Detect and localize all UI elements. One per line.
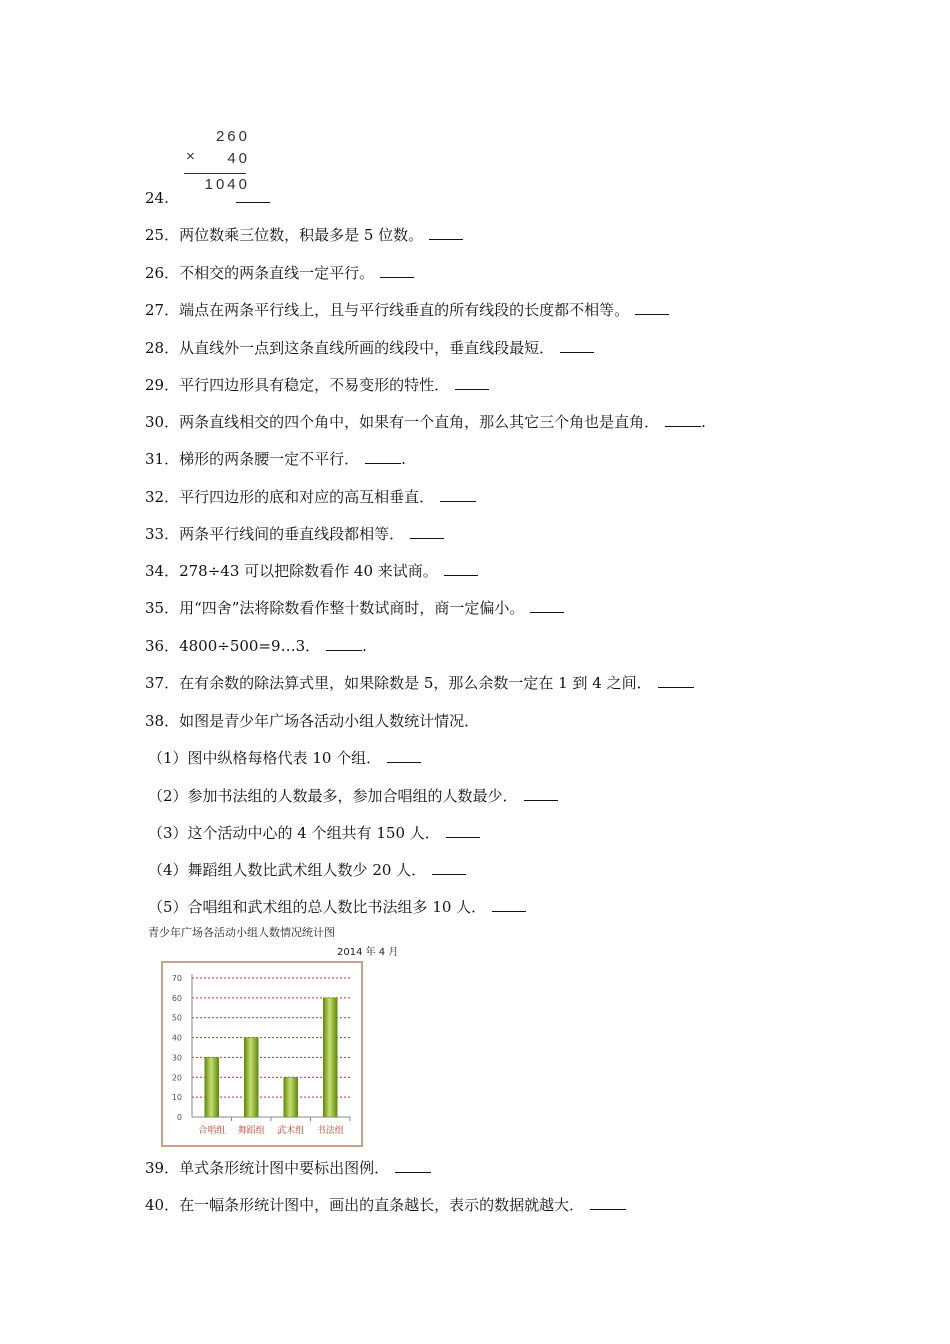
question-line <box>145 300 669 320</box>
answer-blank[interactable] <box>590 1195 626 1210</box>
question-line <box>148 748 421 768</box>
vertical-multiplication <box>180 126 250 193</box>
question-text: （5）合唱组和武术组的总人数比书法组多 10 人． <box>148 898 487 916</box>
question-number: 33． <box>145 525 180 543</box>
answer-blank[interactable] <box>432 860 466 875</box>
bar-书法组 <box>323 998 337 1117</box>
question-number: 40． <box>145 1196 180 1214</box>
x-tick-label: 武术组 <box>277 1126 305 1136</box>
question-number: 29． <box>145 376 180 394</box>
question-line <box>145 636 367 656</box>
question-text: （3）这个活动中心的 4 个组共有 150 人． <box>148 824 440 842</box>
answer-blank[interactable] <box>635 300 669 315</box>
question-text: （1）图中纵格每格代表 10 个组． <box>148 749 382 767</box>
y-tick-label: 30 <box>171 1053 182 1063</box>
question-line <box>145 673 694 693</box>
question-line <box>145 487 476 507</box>
question-number: 37． <box>145 674 180 692</box>
trailing-period: . <box>701 413 706 431</box>
question-text: 在有余数的除法算式里，如果除数是 5，那么余数一定在 1 到 4 之间． <box>179 674 652 692</box>
question-number: 36． <box>145 637 180 655</box>
question-text: 单式条形统计图中要标出图例． <box>179 1159 390 1177</box>
question-number: 39． <box>145 1159 180 1177</box>
question-line <box>145 225 463 245</box>
bar-合唱组 <box>205 1057 219 1117</box>
answer-blank[interactable] <box>444 561 478 576</box>
bar-chart <box>160 960 365 1150</box>
question-number: 28． <box>145 339 180 357</box>
y-tick-label: 0 <box>176 1113 182 1122</box>
multiplicand: 260 <box>215 128 250 145</box>
answer-blank[interactable] <box>380 263 414 278</box>
calc-rule <box>184 173 246 174</box>
question-text: 梯形的两条腰一定不平行． <box>179 450 360 468</box>
answer-blank[interactable] <box>387 748 421 763</box>
answer-blank[interactable] <box>440 487 476 502</box>
x-tick-label: 舞蹈组 <box>237 1126 265 1136</box>
answer-blank[interactable] <box>326 636 362 651</box>
question-number: 25． <box>145 226 180 244</box>
answer-blank[interactable] <box>429 225 463 240</box>
question-text: 平行四边形的底和对应的高互相垂直． <box>179 488 435 506</box>
product: 1040 <box>204 176 250 193</box>
x-tick-label: 合唱组 <box>198 1126 226 1136</box>
question-text: 278÷43 可以把除数看作 40 来试商。 <box>179 562 438 580</box>
question-text: 两条平行线间的垂直线段都相等． <box>179 525 405 543</box>
question-number: 31． <box>145 450 180 468</box>
question-line <box>148 823 480 843</box>
y-tick-label: 40 <box>171 1033 182 1043</box>
answer-blank[interactable] <box>236 188 270 203</box>
question-line <box>145 412 706 432</box>
question-line <box>145 711 479 731</box>
y-tick-label: 70 <box>171 974 182 983</box>
question-text: （4）舞蹈组人数比武术组人数少 20 人． <box>148 861 427 879</box>
question-line <box>145 338 594 358</box>
chart-subtitle: 2014 年 4 月 <box>337 947 399 958</box>
question-number: 35． <box>145 599 180 617</box>
bar-舞蹈组 <box>244 1038 258 1117</box>
answer-blank[interactable] <box>492 897 526 912</box>
question-text: 用“四舍”法将除数看作整十数试商时，商一定偏小。 <box>179 599 525 617</box>
answer-blank[interactable] <box>395 1158 431 1173</box>
question-line <box>145 1158 431 1178</box>
answer-blank[interactable] <box>455 375 489 390</box>
answer-blank[interactable] <box>658 673 694 688</box>
answer-blank[interactable] <box>560 338 594 353</box>
answer-blank[interactable] <box>446 823 480 838</box>
question-24 <box>145 188 270 208</box>
x-tick-label: 书法组 <box>316 1126 344 1136</box>
question-text: 如图是青少年广场各活动小组人数统计情况． <box>179 712 480 730</box>
question-text: 两位数乘三位数，积最多是 5 位数。 <box>179 226 424 244</box>
question-number: 26． <box>145 264 180 282</box>
answer-blank[interactable] <box>530 598 564 613</box>
y-tick-label: 50 <box>171 1013 182 1023</box>
question-line <box>145 1195 626 1215</box>
question-text: 不相交的两条直线一定平行。 <box>179 264 375 282</box>
question-line <box>145 263 414 283</box>
question-number: 30． <box>145 413 180 431</box>
answer-blank[interactable] <box>524 786 558 801</box>
question-line <box>148 786 558 806</box>
y-tick-label: 10 <box>171 1093 182 1103</box>
question-text: 从直线外一点到这条直线所画的线段中，垂直线段最短． <box>179 339 555 357</box>
question-text: 端点在两条平行线上，且与平行线垂直的所有线段的长度都不相等。 <box>179 301 630 319</box>
question-number: 38． <box>145 712 180 730</box>
question-line <box>145 561 478 581</box>
bar-武术组 <box>284 1077 298 1117</box>
question-line <box>145 375 489 395</box>
question-line <box>145 449 406 469</box>
question-line <box>148 860 466 880</box>
answer-blank[interactable] <box>410 524 444 539</box>
question-line <box>145 598 564 618</box>
question-number: 24. <box>145 189 169 207</box>
question-number: 27． <box>145 301 180 319</box>
question-text: 在一幅条形统计图中，画出的直条越长，表示的数据就越大． <box>179 1196 585 1214</box>
question-text: （2）参加书法组的人数最多，参加合唱组的人数最少． <box>148 787 518 805</box>
question-text: 平行四边形具有稳定，不易变形的特性． <box>179 376 450 394</box>
question-line <box>145 524 444 544</box>
multiplier: 40 <box>227 150 250 167</box>
answer-blank[interactable] <box>665 412 701 427</box>
question-number: 32． <box>145 488 180 506</box>
multiply-sign: × <box>186 148 195 165</box>
trailing-period: . <box>362 637 367 655</box>
question-text: 4800÷500=9…3． <box>179 637 321 655</box>
question-number: 34． <box>145 562 180 580</box>
y-tick-label: 60 <box>171 993 182 1003</box>
answer-blank[interactable] <box>365 449 401 464</box>
question-line <box>148 897 526 917</box>
question-text: 两条直线相交的四个角中，如果有一个直角，那么其它三个角也是直角． <box>179 413 660 431</box>
trailing-period: . <box>401 450 406 468</box>
y-tick-label: 20 <box>171 1073 182 1083</box>
chart-title: 青少年广场各活动小组人数情况统计图 <box>148 926 335 939</box>
